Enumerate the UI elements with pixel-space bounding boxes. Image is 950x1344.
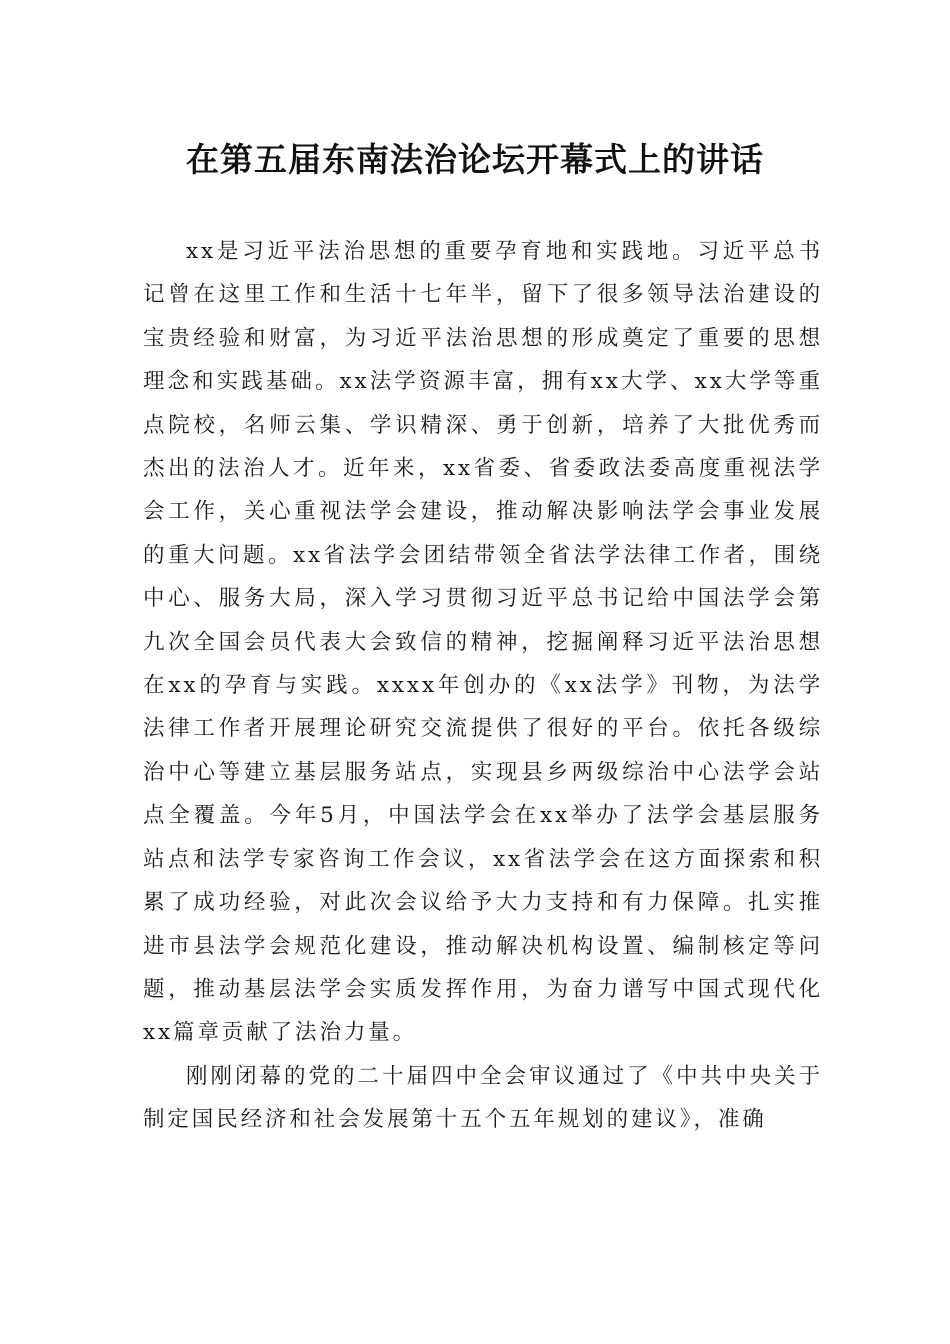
paragraph-2: 刚刚闭幕的党的二十届四中全会审议通过了《中共中央关于制定国民经济和社会发展第十五个五年规划的建议》，准确 [143, 1063, 823, 1133]
document-body [143, 230, 823, 1142]
document-title: 在第五届东南法治论坛开幕式上的讲话 [186, 140, 764, 179]
paragraph-1: xx是习近平法治思想的重要孕育地和实践地。习近平总书记曾在这里工作和生活十七年半，留下了很多领导法治建设的宝贵经验和财富，为习近平法治思想的形成奠定了重要的思想理念和实践基础。xx法学资源丰富，拥有xx大学、xx大学等重点院校，名师云集、学识精深、勇于创新，培养了大批优秀而杰出的法治人才。近年来，xx省委、省委政法委高度重视法学会工作，关心重视法学会建设，推动解决影响法学会事业发展的重大问题。xx省法学会团结带领全省法学法律工作者，围绕中心、服务大局，深入学习贯彻习近平总书记给中国法学会第九次全国会员代表大会致信的精神，挖掘阐释习近平法治思想在xx的孕育与实践。xxxx年创办的《xx法学》刊物，为法学法律工作者开展理论研究交流提供了很好的平台。依托各级综治中心等建立基层服务站点，实现县乡两级综治中心法学会站点全覆盖。今年5月，中国法学会在xx举办了法学会基层服务站点和法学专家咨询工作会议，xx省法学会在这方面探索和积累了成功经验，对此次会议给予大力支持和有力保障。扎实推进市县法学会规范化建设，推动解决机构设置、编制核定等问题，推动基层法学会实质发挥作用，为奋力谱写中国式现代化xx篇章贡献了法治力量。 [143, 239, 823, 1046]
